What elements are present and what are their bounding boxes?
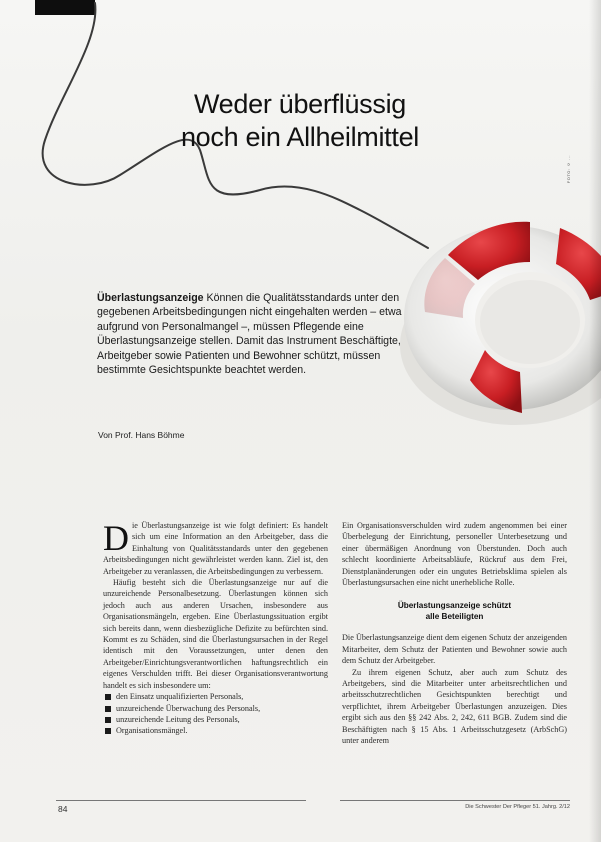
body-paragraph-5: Zu ihrem eigenen Schutz, aber auch zum Schutz des Arbeitgebers, sind die Mitarbeiter unter arbeitsrechtlichen und arbeitsschutzrechtlichen Gesichtspunkten berechtigt und verpflichtet, ihrem Arbeitgeber Überlastungen anzuzeigen. Dies ergibt sich aus den §§ 242 Abs. 2, 242, 611 BGB. Zudem sind die Beschäftigten nach § 15 Abs. 1 Arbeitsschutzgesetz (ArbSchG) unter anderem (342, 667, 567, 746)
body-text-1: ie Überlastungsanzeige ist wie folgt definiert: Es handelt sich um eine Information an den Arbeitgeber, dass die Einhaltung von Qualitätsstandards unter den gegebenen Arbeitsbedingungen nicht gewährleistet werden kann. Ziel ist, den Arbeitgeber zu veranlassen, die Arbeitsbedingungen zu verbessern. (103, 521, 328, 576)
footer-rule-left (56, 800, 306, 801)
body-paragraph-4: Die Überlastungsanzeige dient dem eigenen Schutz der anzeigenden Mitarbeiter, dem Schutz der Patienten und Bewohner sowie auch dem Schutz der Arbeitgeber. (342, 633, 567, 666)
lead-text: Können die Qualitätsstandards unter den gegebenen Arbeitsbedingungen nicht eingehalten werden – etwa aufgrund von Personalmangel –, müssen Pflegende eine Überlastungsanzeige stellen. Damit das Instrument Beschäftigte, Arbeitgeber sowie Patienten und Bewohner schützt, müssen bestimmte Gesichtspunkte beachtet werden. (97, 292, 402, 377)
subheading-line-2: alle Beteiligten (425, 612, 484, 622)
body-paragraph-3: Ein Organisationsverschulden wird zudem angenommen bei einer Überbelegung der Einrichtung, personeller Unterbesetzung und einer übermäßigen Anordnung von Überstunden. Doch auch schlecht koordinierte Arbeitsabläufe, Rückruf aus dem Frei, Dienstplanänderungen oder ein ungutes Betriebsklima spielen als Überlastungsursachen eine nicht unerhebliche Rolle. (342, 521, 567, 588)
article-title-line-2: noch ein Allheilmittel (180, 122, 420, 152)
organisation-list (103, 691, 328, 737)
article-title-line-1: Weder überflüssig (193, 89, 406, 119)
footer-rule-right (340, 800, 570, 801)
body-paragraph-1 (103, 520, 328, 577)
author-line: Von Prof. Hans Böhme (98, 430, 185, 440)
list-item: den Einsatz unqualifizierten Personals, (103, 691, 328, 702)
subheading-line-1: Überlastungsanzeige schützt (397, 601, 512, 611)
section-subheading (342, 600, 567, 622)
page-edge-shadow (589, 0, 601, 842)
drop-cap: D (103, 518, 129, 558)
list-item: unzureichende Leitung des Personals, (103, 714, 328, 725)
page-number: 84 (58, 804, 68, 814)
image-credit: FOTO: © ... (566, 155, 571, 184)
body-paragraph-2: Häufig besteht sich die Überlastungsanzeige nur auf die unzureichende Personalbesetzung. Überlastungen können sich jedoch auch aus anderen Ursachen, insbesondere aus Organisationsmängeln, ergeben. Eine Überlastungssituation ergibt sich bereits dann, wenn diesbezügliche Defizite zu befürchten sind. Kommt es zu Schäden, sind die Überlastungsursachen in der Regel identisch mit den Voraussetzungen, unter denen den Arbeitgeber/Einrichtungsverantwortlichen haftungsrechtlich ein eigenes Verschulden trifft. Bei dieser Organisationsverantwortung handelt es sich insbesondere um: (103, 578, 328, 690)
journal-footer: Die Schwester Der Pfleger 51. Jahrg. 2/12 (465, 804, 570, 810)
list-item: Organisationsmängel. (103, 725, 328, 736)
body-column-left (103, 520, 328, 737)
lead-keyword: Überlastungsanzeige (97, 292, 204, 304)
body-column-right (342, 520, 567, 747)
list-item: unzureichende Überwachung des Personals, (103, 703, 328, 714)
lead-paragraph (97, 291, 407, 377)
